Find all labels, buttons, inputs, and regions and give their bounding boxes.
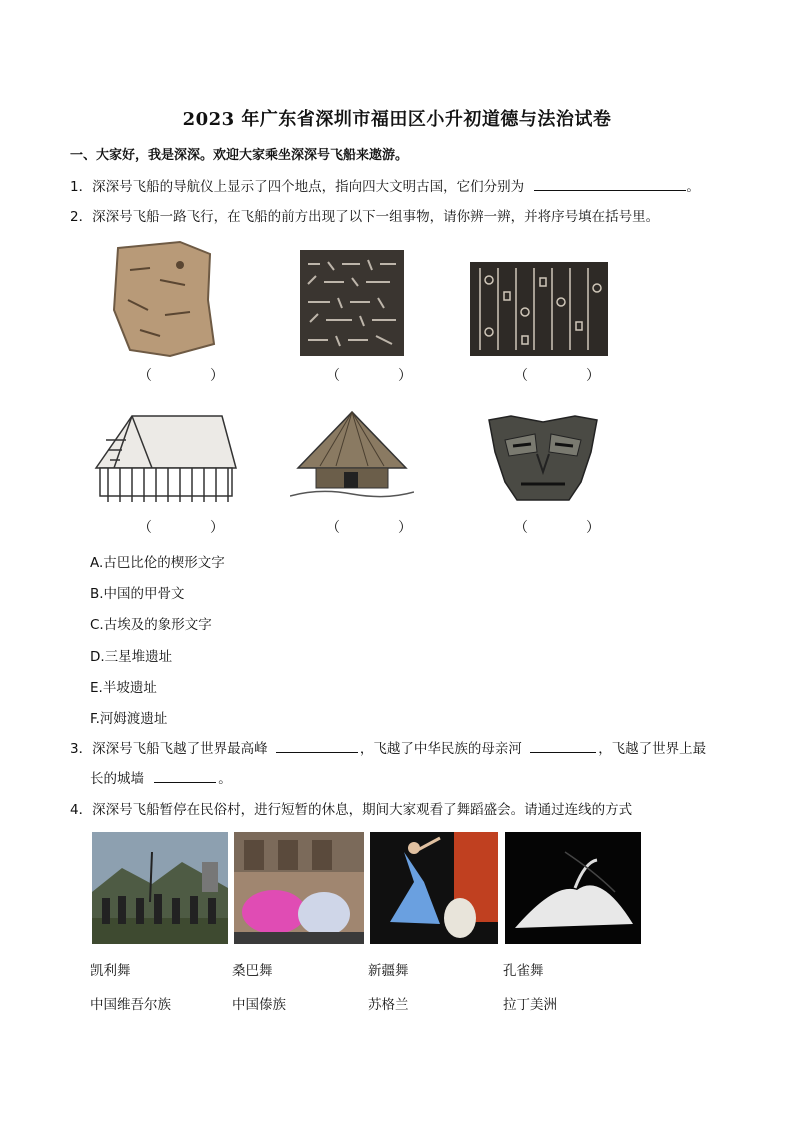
longhouse-image: [92, 410, 240, 506]
answer-blank-1[interactable]: [534, 176, 686, 191]
xinjiang-dance-image: [370, 832, 498, 944]
question-2-text: 2．深深号飞船一路飞行，在飞船的前方出现了以下一组事物，请你辨一辨，并将序号填在括号里。: [70, 209, 660, 225]
oracle-bone-image: [110, 240, 216, 358]
answer-blank-3c[interactable]: [154, 768, 216, 783]
answer-bracket-5[interactable]: （ ）: [326, 520, 422, 536]
answer-blank-3b[interactable]: [530, 738, 596, 753]
bronze-mask-image: [487, 412, 599, 504]
question-3-line2-text: 长的城墙: [90, 771, 144, 787]
answer-bracket-2[interactable]: （ ）: [326, 368, 422, 384]
option-d: D.三星堆遗址: [90, 649, 173, 665]
option-a: A.古巴比伦的楔形文字: [90, 555, 225, 571]
question-3-part3: ，飞越了世界上最: [598, 741, 707, 757]
question-1: [70, 176, 700, 197]
question-4-text: 4．深深号飞船暂停在民俗村，进行短暂的休息，期间大家观看了舞蹈盛会。请通过连线的方式: [70, 802, 633, 818]
dance-label-3: 新疆舞: [368, 963, 409, 979]
option-b: B.中国的甲骨文: [90, 586, 185, 602]
peacock-dance-image: [505, 832, 641, 944]
answer-bracket-6[interactable]: （ ）: [514, 520, 610, 536]
option-c: C.古埃及的象形文字: [90, 617, 212, 633]
hieroglyph-image: [470, 262, 608, 356]
dance-label-4: 孔雀舞: [503, 963, 544, 979]
option-f: F.河姆渡遗址: [90, 711, 168, 727]
question-1-end: 。: [686, 179, 700, 195]
origin-label-1: 中国维吾尔族: [90, 997, 171, 1013]
option-e: E.半坡遗址: [90, 680, 157, 696]
dance-label-2: 桑巴舞: [232, 963, 273, 979]
cuneiform-image: [300, 250, 404, 356]
answer-bracket-4[interactable]: （ ）: [138, 520, 234, 536]
question-3-part1: 3．深深号飞船飞越了世界最高峰: [70, 741, 268, 757]
question-3-end: 。: [218, 771, 232, 787]
origin-label-2: 中国傣族: [232, 997, 286, 1013]
section-heading: 一、大家好，我是深深。欢迎大家乘坐深深号飞船来遨游。: [70, 148, 409, 163]
question-3-part2: ，飞越了中华民族的母亲河: [359, 741, 522, 757]
question-3: [70, 738, 706, 759]
round-hut-image: [290, 408, 414, 504]
question-1-text: 1．深深号飞船的导航仪上显示了四个地点，指向四大文明古国，它们分别为: [70, 179, 525, 195]
question-3-line2: [90, 768, 232, 789]
dance-label-1: 凯利舞: [90, 963, 131, 979]
answer-bracket-1[interactable]: （ ）: [138, 368, 234, 384]
page-title: 2023 年广东省深圳市福田区小升初道德与法治试卷: [182, 109, 612, 130]
samba-dance-image: [234, 832, 364, 944]
origin-label-4: 拉丁美洲: [503, 997, 557, 1013]
scottish-dance-image: [92, 832, 228, 944]
origin-label-3: 苏格兰: [368, 997, 409, 1013]
answer-bracket-3[interactable]: （ ）: [514, 368, 610, 384]
answer-blank-3a[interactable]: [276, 738, 358, 753]
